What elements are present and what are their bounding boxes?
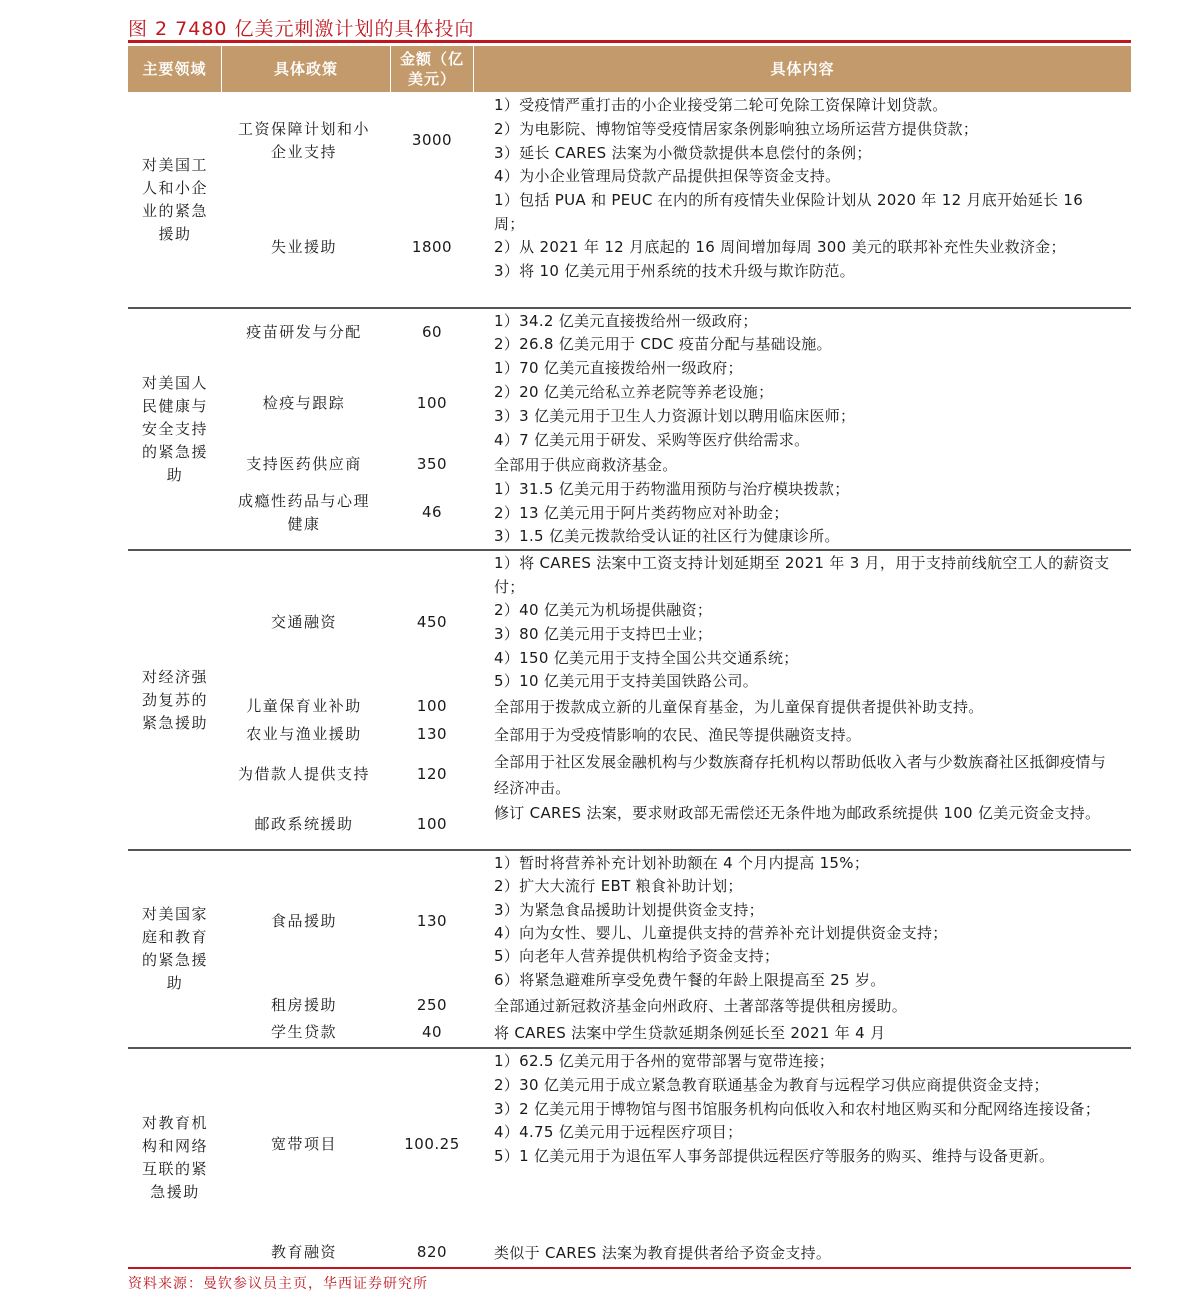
content-cell: 1）包括 PUA 和 PEUC 在内的所有疫情失业保险计划从 2020 年 12 月底开始延长 16 周； 2）从 2021 年 12 月底起的 16 周间增加每周 300 美元的联邦补充性失业救济金； 3）将 10 亿美元用于州系统的技术升级与欺诈防范。 bbox=[494, 191, 1084, 280]
content-cell: 1）62.5 亿美元用于各州的宽带部署与宽带连接； 2）30 亿美元用于成立紧急教育联通基金为教育与远程学习供应商提供资金支持； 3）2 亿美元用于博物馆与图书馆服务机构向低收入和农村地区购买和分配网络连接设备； 4）4.75 亿美元用于远程医疗项目； 5）1 亿美元用于为退伍军人事务部提供远程医疗等服务的购买、维持与设备更新。 bbox=[494, 1052, 1101, 1165]
policy-cell: 成瘾性药品与心理健康 bbox=[237, 491, 370, 533]
title-rule bbox=[128, 40, 1131, 43]
amount-cell: 3000 bbox=[411, 131, 453, 149]
content-cell: 1）暂时将营养补充计划补助额在 4 个月内提高 15%； 2）扩大大流行 EBT 粮食补助计划； 3）为紧急食品援助计划提供资金支持； 4）向为女性、婴儿、儿童提供支持的营养补充计划提供资金支持； 5）向老年人营养提供机构给予资金支持； 6）将紧急避难所享受免费午餐的年龄上限提高至 25 岁。 bbox=[494, 854, 948, 989]
amount-cell: 100 bbox=[416, 393, 448, 412]
amount-cell: 450 bbox=[416, 612, 448, 631]
content-cell: 全部用于供应商救济基金。 bbox=[494, 456, 678, 474]
policy-cell: 工资保障计划和小企业支持 bbox=[237, 119, 370, 161]
amount-cell: 100 bbox=[416, 814, 448, 833]
amount-cell: 130 bbox=[416, 724, 448, 743]
group-area: 对教育机构和网络互联的紧急援助 bbox=[141, 1113, 208, 1201]
table-header bbox=[128, 46, 1131, 92]
content-cell: 修订 CARES 法案，要求财政部无需偿还无条件地为邮政系统提供 100 亿美元资金支持。 bbox=[494, 804, 1101, 822]
policy-cell: 农业与渔业援助 bbox=[246, 724, 362, 743]
group-area: 对经济强劲复苏的紧急援助 bbox=[141, 667, 208, 732]
group-area: 对美国工人和小企业的紧急援助 bbox=[141, 156, 208, 243]
policy-cell: 为借款人提供支持 bbox=[237, 765, 370, 783]
header-policy: 具体政策 bbox=[273, 60, 338, 78]
policy-cell: 失业援助 bbox=[270, 237, 337, 256]
content-cell: 全部用于社区发展金融机构与少数族裔存托机构以帮助低收入者与少数族裔社区抵御疫情与经济冲击。 bbox=[494, 753, 1107, 797]
content-cell: 1）31.5 亿美元用于药物滥用预防与治疗模块拨款； 2）13 亿美元用于阿片类药物应对补助金； 3）1.5 亿美元拨款给受认证的社区行为健康诊所。 bbox=[494, 480, 850, 546]
amount-cell: 100.25 bbox=[404, 1134, 460, 1153]
policy-cell: 食品援助 bbox=[270, 911, 337, 930]
amount-cell: 130 bbox=[416, 911, 448, 930]
header-content: 具体内容 bbox=[770, 60, 835, 78]
bottom-rule bbox=[128, 1267, 1131, 1269]
amount-cell: 60 bbox=[421, 322, 443, 341]
content-cell: 全部用于为受疫情影响的农民、渔民等提供融资支持。 bbox=[494, 726, 862, 744]
amount-cell: 250 bbox=[416, 995, 448, 1014]
content-cell: 1）70 亿美元直接拨给州一级政府； 2）20 亿美元给私立养老院等养老设施； 3）3 亿美元用于卫生人力资源计划以聘用临床医师； 4）7 亿美元用于研发、采购等医疗供给需求。 bbox=[494, 359, 856, 449]
content-cell: 全部通过新冠救济基金向州政府、土著部落等提供租房援助。 bbox=[494, 997, 908, 1015]
policy-cell: 学生贷款 bbox=[270, 1023, 337, 1041]
policy-cell: 支持医药供应商 bbox=[246, 454, 362, 473]
amount-cell: 350 bbox=[416, 454, 448, 473]
amount-cell: 46 bbox=[421, 503, 443, 521]
amount-cell: 40 bbox=[421, 1023, 443, 1041]
policy-cell: 邮政系统援助 bbox=[254, 814, 354, 833]
source-note: 资料来源：曼钦参议员主页，华西证券研究所 bbox=[128, 1276, 428, 1292]
amount-cell: 820 bbox=[416, 1243, 448, 1261]
policy-cell: 疫苗研发与分配 bbox=[246, 322, 362, 341]
figure-title: 图 2 7480 亿美元刺激计划的具体投向 bbox=[128, 18, 475, 40]
policy-cell: 教育融资 bbox=[270, 1243, 337, 1261]
policy-cell: 宽带项目 bbox=[270, 1134, 337, 1153]
group-area: 对美国人民健康与安全支持的紧急援助 bbox=[141, 373, 208, 484]
content-cell: 1）受疫情严重打击的小企业接受第二轮可免除工资保障计划贷款。 2）为电影院、博物馆等受疫情居家条例影响独立场所运营方提供贷款； 3）延长 CARES 法案为小微贷款提供本息偿付的条例； 4）为小企业管理局贷款产品提供担保等资金支持。 bbox=[494, 96, 979, 186]
content-cell: 全部用于拨款成立新的儿童保育基金，为儿童保育提供者提供补助支持。 bbox=[494, 698, 984, 716]
policy-cell: 检疫与跟踪 bbox=[262, 393, 346, 412]
group-area: 对美国家庭和教育的紧急援助 bbox=[141, 905, 208, 992]
content-cell: 1）将 CARES 法案中工资支持计划延期至 2021 年 3 月，用于支持前线航空工人的薪资支付； 2）40 亿美元为机场提供融资； 3）80 亿美元用于支持巴士业； 4）150 亿美元用于支持全国公共交通系统； 5）10 亿美元用于支持美国铁路公司。 bbox=[494, 554, 1110, 691]
content-cell: 将 CARES 法案中学生贷款延期条例延长至 2021 年 4 月 bbox=[494, 1024, 886, 1042]
amount-cell: 120 bbox=[416, 765, 448, 783]
content-cell: 1）34.2 亿美元直接拨给州一级政府； 2）26.8 亿美元用于 CDC 疫苗分配与基础设施。 bbox=[494, 312, 832, 353]
policy-cell: 租房援助 bbox=[270, 995, 337, 1014]
header-amount: 金额（亿美元） bbox=[399, 50, 464, 88]
amount-cell: 1800 bbox=[411, 237, 453, 256]
header-area: 主要领域 bbox=[142, 60, 207, 78]
policy-cell: 儿童保育业补助 bbox=[246, 696, 362, 715]
amount-cell: 100 bbox=[416, 696, 448, 715]
policy-cell: 交通融资 bbox=[270, 612, 337, 631]
content-cell: 类似于 CARES 法案为教育提供者给予资金支持。 bbox=[494, 1244, 832, 1262]
